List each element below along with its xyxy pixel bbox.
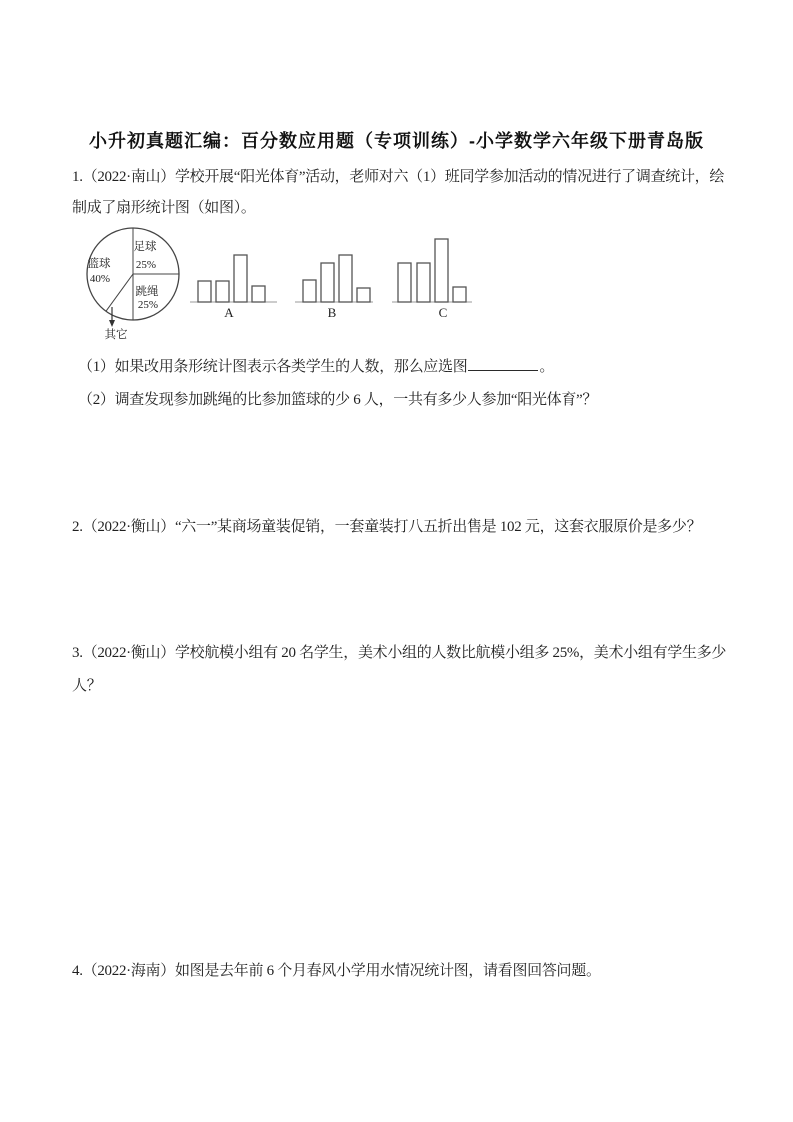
pie-slice-label: 足球	[133, 241, 157, 253]
bar	[252, 286, 265, 302]
bar	[417, 263, 430, 302]
bar	[357, 288, 370, 302]
bar	[198, 281, 211, 302]
bar	[453, 287, 466, 302]
bar	[339, 255, 352, 302]
bar	[398, 263, 411, 302]
sub1-text: （1）如果改用条形统计图表示各类学生的人数，那么应选图	[78, 359, 468, 375]
question-1-line-2: 制成了扇形统计图（如图）。	[72, 200, 256, 216]
question-3-line-2: 人？	[72, 678, 102, 694]
bar-chart-options	[185, 228, 485, 323]
bar	[435, 239, 448, 302]
bar-chart-option-label: B	[327, 305, 337, 320]
answer-blank-line	[468, 357, 538, 371]
bar	[216, 281, 229, 302]
question-1-line-1: 1.（2022·南山）学校开展“阳光体育”活动，老师对六（1）班同学参加活动的情况进行了调查统计，绘	[72, 169, 725, 185]
question-4: 4.（2022·海南）如图是去年前 6 个月春风小学用水情况统计图，请看图回答问题。	[72, 963, 601, 979]
pie-slice-label: 其它	[104, 329, 128, 341]
question-1-sub-1	[78, 357, 554, 377]
bar	[303, 280, 316, 302]
pie-slice-label: 篮球	[87, 258, 111, 270]
question-1-sub-2: （2）调查发现参加跳绳的比参加篮球的少 6 人，一共有多少人参加“阳光体育”？	[78, 392, 598, 408]
question-3-line-1: 3.（2022·衡山）学校航模小组有 20 名学生，美术小组的人数比航模小组多 25%，美术小组有学生多少	[72, 645, 727, 661]
other-slice-arrowhead	[109, 320, 115, 327]
pie-slice-percent: 25%	[135, 259, 157, 271]
pie-slice-percent: 40%	[89, 273, 111, 285]
pie-slice-label: 跳绳	[135, 286, 159, 298]
page-title: 小升初真题汇编：百分数应用题（专项训练）-小学数学六年级下册青岛版	[89, 131, 704, 151]
pie-chart	[80, 222, 195, 352]
question-2: 2.（2022·衡山）“六一”某商场童装促销，一套童装打八五折出售是 102 元，这套衣服原价是多少？	[72, 519, 702, 535]
sub1-period: 。	[539, 359, 555, 375]
bar-chart-option-label: C	[438, 305, 448, 320]
bar	[321, 263, 334, 302]
pie-slice-percent: 25%	[137, 299, 159, 311]
bar-chart-option-label: A	[224, 305, 234, 320]
bar	[234, 255, 247, 302]
